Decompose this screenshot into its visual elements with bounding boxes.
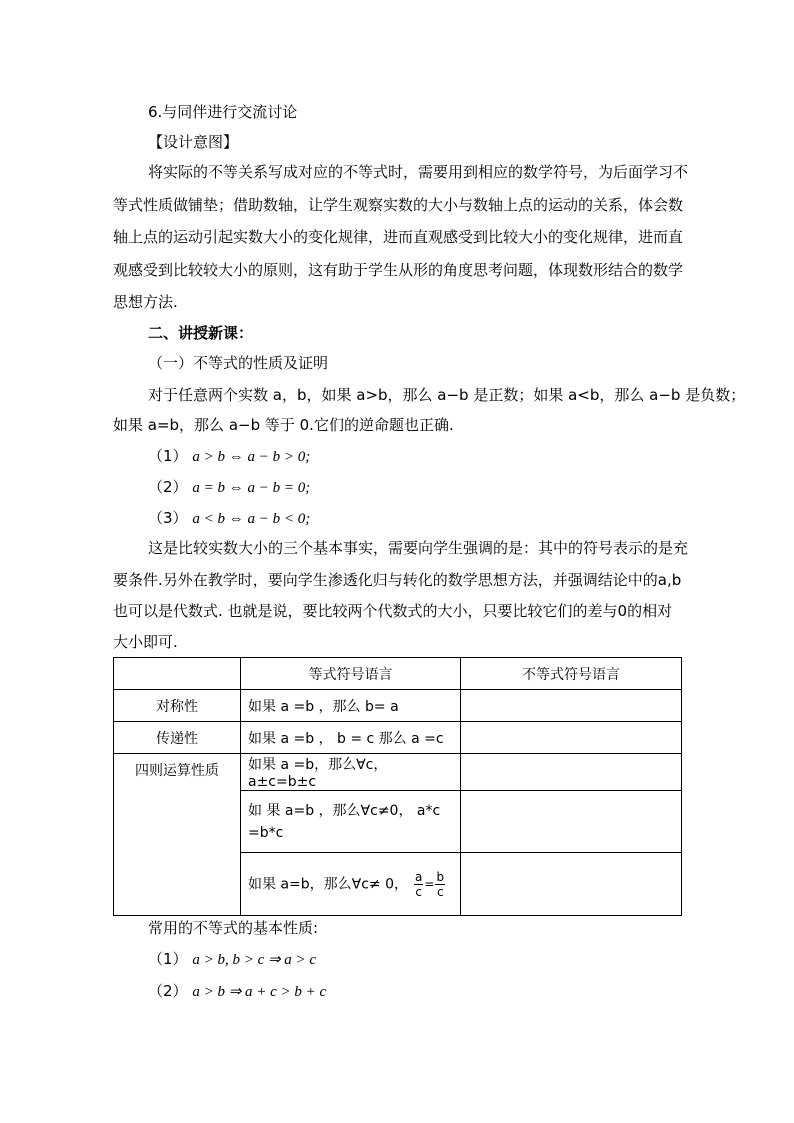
property-name: 传递性 [114,722,241,754]
equation-cell: 如果 a =b，那么∀c，a±c=b±c [241,754,461,791]
design-text-line: 思想方法. [113,293,178,311]
explain-text-line: 也可以是代数式. 也就是说，要比较两个代数式的大小，只要比较它们的差与0的相对 [113,602,673,620]
property-name: 对称性 [114,690,241,722]
fact-3 [148,508,310,529]
table-row [114,690,682,722]
inequality-cell [461,754,682,791]
design-text-line: 轴上点的运动引起实数大小的变化规律，进而直观感受到比较大小的变化规律，进而直 [113,228,684,246]
common-heading: 常用的不等式的基本性质: [148,919,319,937]
header-cell-empty [114,658,241,690]
common-label: （1） [148,950,188,968]
fact-2 [148,477,310,498]
lecture-heading: 二、讲授新课： [148,324,254,342]
common-label: （2） [148,982,188,1000]
equation-prefix: 如果 a=b，那么∀c≠ 0， [248,876,409,892]
fraction-a-over-c: $\frac{a}{c}$ [415,869,423,899]
sub-heading: （一）不等式的性质及证明 [148,354,329,372]
equation-cell: 如果 a =b ， b = c 那么 a =c [241,722,461,754]
common-property-2 [148,981,326,1002]
inequality-cell [461,853,682,916]
fact-label: （2） [148,478,188,496]
equation-cell: 如果 a =b ，那么 b= a [241,690,461,722]
explain-text-line: 大小即可. [113,633,178,651]
inequality-cell [461,690,682,722]
fact-label: （1） [148,447,188,465]
header-cell-equation: 等式符号语言 [241,658,461,690]
explain-text-line: 这是比较实数大小的三个基本事实，需要向学生强调的是：其中的符号表示的是充 [148,539,689,557]
fact-formula: a > b ⇔ a − b > 0; [192,449,311,465]
design-heading: 【设计意图】 [148,133,239,151]
table-row [114,754,682,791]
table-header-row [114,658,682,690]
property-name: 四则运算性质 [114,754,241,916]
design-text-line: 等式性质做铺垫；借助数轴，让学生观察实数的大小与数轴上点的运动的关系，体会数 [113,196,684,214]
fact-formula: a < b ⇔ a − b < 0; [192,511,311,527]
design-text-line: 观感受到比较较大小的原则，这有助于学生从形的角度思考问题，体现数形结合的数学 [113,261,684,279]
properties-table [113,657,682,916]
equation-cell: 如 果 a=b ，那么∀c≠0， a*c =b*c [241,791,461,853]
fact-formula: a = b ⇔ a − b = 0; [192,480,311,496]
design-text-line: 将实际的不等关系写成对应的不等式时，需要用到相应的数学符号，为后面学习不 [148,163,689,181]
inequality-cell [461,791,682,853]
equation-cell [241,853,461,916]
fraction-b-over-c: $\frac{b}{c}$ [436,869,445,899]
common-property-1 [148,949,316,970]
intro-text-line: 如果 a=b，那么 a−b 等于 0.它们的逆命题也正确. [113,416,454,434]
common-formula: a > b ⇒ a + c > b + c [192,984,327,1000]
intro-text-line: 对于任意两个实数 a，b，如果 a>b，那么 a−b 是正数；如果 a<b，那么 a−b 是负数； [148,386,746,404]
common-formula: a > b, b > c ⇒ a > c [192,952,317,968]
fraction-equals: = [424,877,435,891]
table-row [114,722,682,754]
section-title: 6.与同伴进行交流讨论 [148,103,298,121]
header-cell-inequality: 不等式符号语言 [461,658,682,690]
inequality-cell [461,722,682,754]
fact-1 [148,446,310,467]
explain-text-line: 要条件.另外在教学时，要向学生渗透化归与转化的数学思想方法，并强调结论中的a,b [113,571,682,589]
fact-label: （3） [148,509,188,527]
